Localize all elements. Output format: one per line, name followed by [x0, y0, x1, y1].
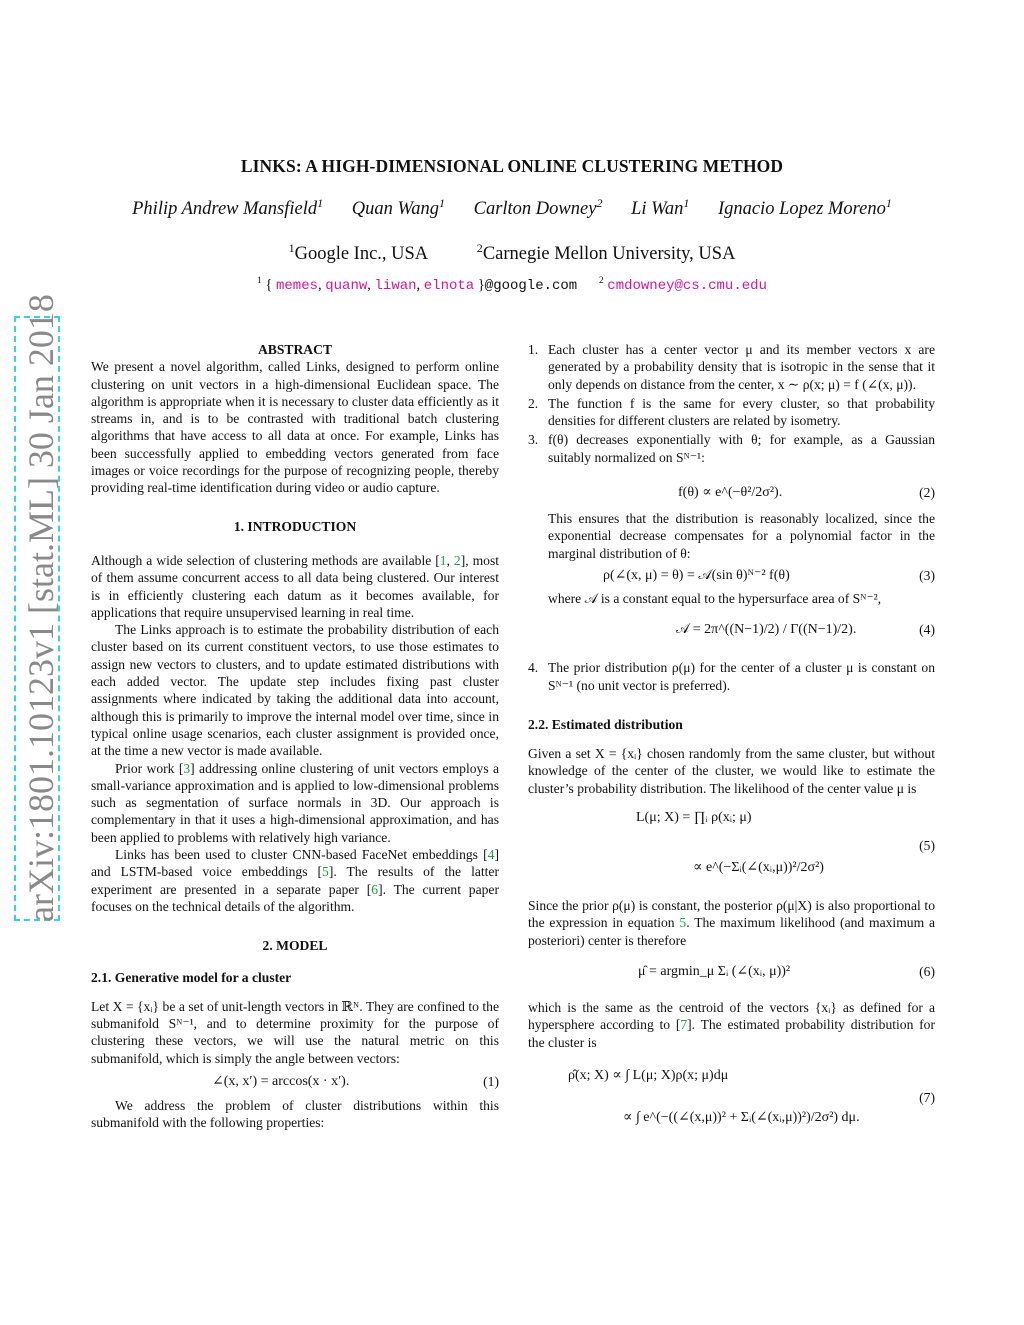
citation-link[interactable]: 3: [183, 760, 191, 776]
author: Li Wan$^1$: [631, 195, 690, 219]
section-heading: 2. MODEL: [262, 938, 328, 954]
subsection-heading: 2.2. Estimated distribution: [528, 716, 683, 732]
equation-number: (1): [483, 1073, 499, 1089]
email-line: $^1$ { memes, quanw, liwan, elnota }@google.com $^2$ cmdowney@cs.cmu.edu: [257, 276, 767, 294]
paragraph: Prior work [3] addressing online clustering of unit vectors employs a small-variance approximation and is applied to low-dimensional problems such as segmentation of surface normals in 3D. Our approach is complementary in that it uses a high-dimensional approximation, and has been applied to problems with relatively high variance.: [91, 760, 500, 845]
right-column: [528, 341, 935, 1141]
author: Quan Wang$^1$: [351, 195, 445, 219]
affiliations: [0, 240, 1024, 265]
equation-7b: ∝ ∫ e^(−((∠(x,μ))² + Σᵢ(∠(xᵢ,μ))²)/2σ²) dμ.: [623, 1109, 860, 1125]
equation-number: (2): [919, 485, 935, 501]
equation-number: (5): [919, 838, 935, 854]
email-link[interactable]: liwan: [374, 278, 417, 294]
equation-4: 𝒜 = 2π^((N−1)/2) / Γ((N−1)/2).: [676, 622, 857, 638]
author: Carlton Downey$^2$: [473, 195, 603, 219]
paragraph: We address the problem of cluster distributions within this submanifold with the following properties:: [91, 1097, 499, 1131]
equation-row: [91, 1067, 499, 1097]
equation-6: μ̂ = argmin_μ Σᵢ (∠(xᵢ, μ))²: [638, 963, 791, 979]
paragraph: which is the same as the centroid of the vectors {xᵢ} as defined for a hypersphere according to [7]. The estimated probability distribution for the cluster is: [528, 999, 935, 1050]
equation-row: [528, 1051, 935, 1141]
equation-ref-link[interactable]: 5: [679, 915, 687, 931]
list-item: 4. The prior distribution ρ(μ) for the center of a cluster μ is constant on Sᴺ⁻¹ (no unit vector is preferred).: [528, 660, 935, 693]
citation-link[interactable]: 4: [487, 847, 495, 863]
paper-title: LINKS: A HIGH-DIMENSIONAL ONLINE CLUSTERING METHOD: [240, 156, 784, 176]
equation-row: [548, 466, 935, 510]
equation-1: ∠(x, x′) = arccos(x · x′).: [212, 1073, 350, 1089]
email-link[interactable]: cmdowney@cs.cmu.edu: [607, 278, 767, 294]
equation-number: (7): [919, 1089, 935, 1105]
author: Philip Andrew Mansfield$^1$: [132, 195, 324, 219]
list-item: 1. Each cluster has a center vector μ and its member vectors x are generated by a probability density that is isotropic in the sense that it only depends on distance from the center, x ∼ ρ(x; μ) = f (∠(x, μ)).: [528, 342, 935, 392]
citation-link[interactable]: 7: [680, 1017, 688, 1033]
equation-3: ρ(∠(x, μ) = θ) = 𝒜(sin θ)ᴺ⁻² f(θ): [603, 567, 790, 583]
equation-number: (4): [919, 622, 935, 638]
equation-row: [548, 562, 935, 590]
equation-row: [548, 607, 935, 655]
equation-5b: ∝ e^(−Σᵢ(∠(xᵢ,μ))²/2σ²): [693, 860, 824, 876]
citation-link[interactable]: 2: [453, 552, 461, 568]
email-link[interactable]: memes: [275, 278, 318, 294]
citation-link[interactable]: 5: [322, 864, 329, 880]
citation-link[interactable]: 1: [439, 552, 447, 568]
equation-5a: L(μ; X) = ∏ᵢ ρ(xᵢ; μ): [636, 810, 752, 826]
equation-row: [528, 797, 935, 897]
left-column: [91, 341, 499, 1132]
subsection-heading: 2.1. Generative model for a cluster: [91, 969, 292, 985]
abstract-heading: ABSTRACT: [257, 342, 333, 357]
paragraph: The Links approach is to estimate the probability distribution of each cluster based on its current constituent vectors, to use those estimates to assign new vectors to clusters, and to update estimated distributions with each added vector. The update step includes fixing past cluster assignments where indicated by taking the additional data into account, although this is primarily to improve the internal model over time, since in typical online usage scenarios, each cluster assignment is provided once, at the time a new vector is made available.: [91, 622, 499, 759]
email-link[interactable]: quanw: [325, 278, 368, 294]
equation-row: [528, 949, 935, 999]
affiliation: $^1$Google Inc., USA: [288, 240, 429, 264]
citation-link[interactable]: 6: [371, 881, 379, 897]
paragraph: Given a set X = {xᵢ} chosen randomly from the same cluster, but without knowledge of the center of the cluster, we would like to estimate the cluster’s probability distribution. The likelihood of the center value μ is: [528, 746, 935, 796]
section-heading: 1. INTRODUCTION: [233, 518, 357, 534]
abstract-text: We present a novel algorithm, called Links, designed to perform online clustering on unit vectors in a high-dimensional Euclidean space. The algorithm is appropriate when it is necessary to cluster data efficiently as it streams in, and is to be contrasted with traditional batch clustering algorithms that have access to all data at once. For example, Links has been successfully applied to embedding vectors generated from face images or voice recordings for the purpose of recognizing people, thereby providing real-time identification during video or audio capture.: [91, 359, 499, 496]
equation-2: f(θ) ∝ e^(−θ²/2σ²).: [678, 485, 783, 501]
equation-7a: ρ̂(x; X) ∝ ∫ L(μ; X)ρ(x; μ)dμ: [568, 1067, 729, 1083]
paragraph: Although a wide selection of clustering methods are available [1, 2], most of them assume concurrent access to all data being clustered. Our interest is in efficiently clustering each datum as it becomes available, for applications that require unsupervised learning in real time.: [91, 552, 500, 620]
list-item: 2. The function f is the same for every cluster, so that probability densities for different clusters are related by isometry.: [528, 395, 935, 429]
paragraph: Links has been used to cluster CNN-based FaceNet embeddings [4] and LSTM-based voice embeddings [5]. The results of the latter experiment are presented in a separate paper [6]. The current paper focuses on the technical details of the algorithm.: [91, 847, 499, 914]
author: Ignacio Lopez Moreno$^1$: [718, 195, 892, 219]
equation-number: (6): [919, 963, 935, 979]
list-item: 3. f(θ) decreases exponentially with θ; for example, as a Gaussian suitably normalized on Sᴺ⁻¹: f(θ) ∝ e^(−θ²/2σ²). (2) This ensures that the distribution is reasonably localized, since the exponential decrease compensates for a polynomial factor in the marginal distribution of θ: ρ(∠(x, μ) = θ) = 𝒜(sin θ)ᴺ⁻² f(θ) (3) where 𝒜 is a constant equal to the hypersurface area of Sᴺ⁻², 𝒜 = 2π^((N−1)/2) / Γ((N−1)/2). (4): [548, 431, 935, 655]
affiliation: $^2$Carnegie Mellon University, USA: [476, 240, 736, 264]
arxiv-stamp[interactable]: arXiv:1801.10123v1 [stat.ML] 30 Jan 2018: [21, 294, 61, 922]
paragraph: Since the prior ρ(μ) is constant, the posterior ρ(μ|X) is also proportional to the expression in equation 5. The maximum likelihood (and maximum a posteriori) center is therefore: [528, 898, 935, 948]
email-link[interactable]: elnota: [423, 278, 475, 294]
equation-number: (3): [919, 567, 935, 583]
author-list: [0, 195, 1024, 220]
paragraph: Let X = {xᵢ} be a set of unit-length vectors in ℝᴺ. They are confined to the submanifold Sᴺ⁻¹, and to determine proximity for the purpose of clustering these vectors, we will use the natural metric on this submanifold, which is simply the angle between vectors:: [91, 998, 499, 1066]
